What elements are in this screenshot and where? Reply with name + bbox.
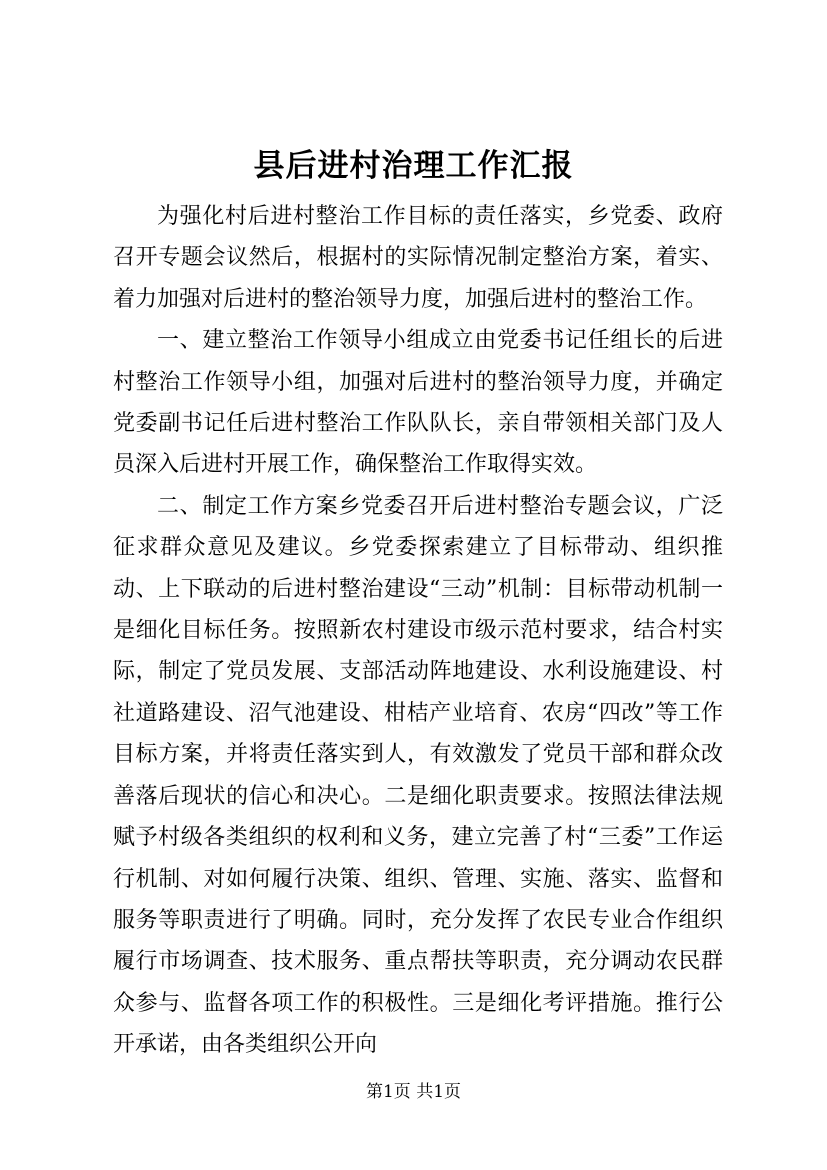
paragraph-intro: 为强化村后进村整治工作目标的责任落实，乡党委、政府召开专题会议然后，根据村的实际情况制定整治方案，着实、着力加强对后进村的整治领导力度，加强后进村的整治工作。	[113, 204, 723, 312]
paragraph-section-1: 一、建立整治工作领导小组成立由党委书记任组长的后进村整治工作领导小组，加强对后进村的整治领导力度，并确定党委副书记任后进村整治工作队队长，亲自带领相关部门及人员深入后进村开展工作，确保整治工作取得实效。	[113, 328, 723, 478]
page-footer: 第1页 共1页	[365, 1082, 462, 1102]
paragraph-section-2: 二、制定工作方案乡党委召开后进村整治专题会议，广泛征求群众意见及建议。乡党委探索建立了目标带动、组织推动、上下联动的后进村整治建设“三动”机制：目标带动机制一是细化目标任务。按照新农村建设市级示范村要求，结合村实际，制定了党员发展、支部活动阵地建设、水利设施建设、村社道路建设、沼气池建设、柑桔产业培育、农房“四改”等工作目标方案，并将责任落实到人，有效激发了党员干部和群众改善落后现状的信心和决心。二是细化职责要求。按照法律法规赋予村级各类组织的权利和义务，建立完善了村“三委”工作运行机制、对如何履行决策、组织、管理、实施、落实、监督和服务等职责进行了明确。同时，充分发挥了农民专业合作组织履行市场调查、技术服务、重点帮扶等职责，充分调动农民群众参与、监督各项工作的积极性。三是细化考评措施。推行公开承诺，由各类组织公开向	[113, 493, 723, 1058]
document-body	[113, 196, 723, 1066]
document-title: 县后进村治理工作汇报	[253, 148, 574, 184]
